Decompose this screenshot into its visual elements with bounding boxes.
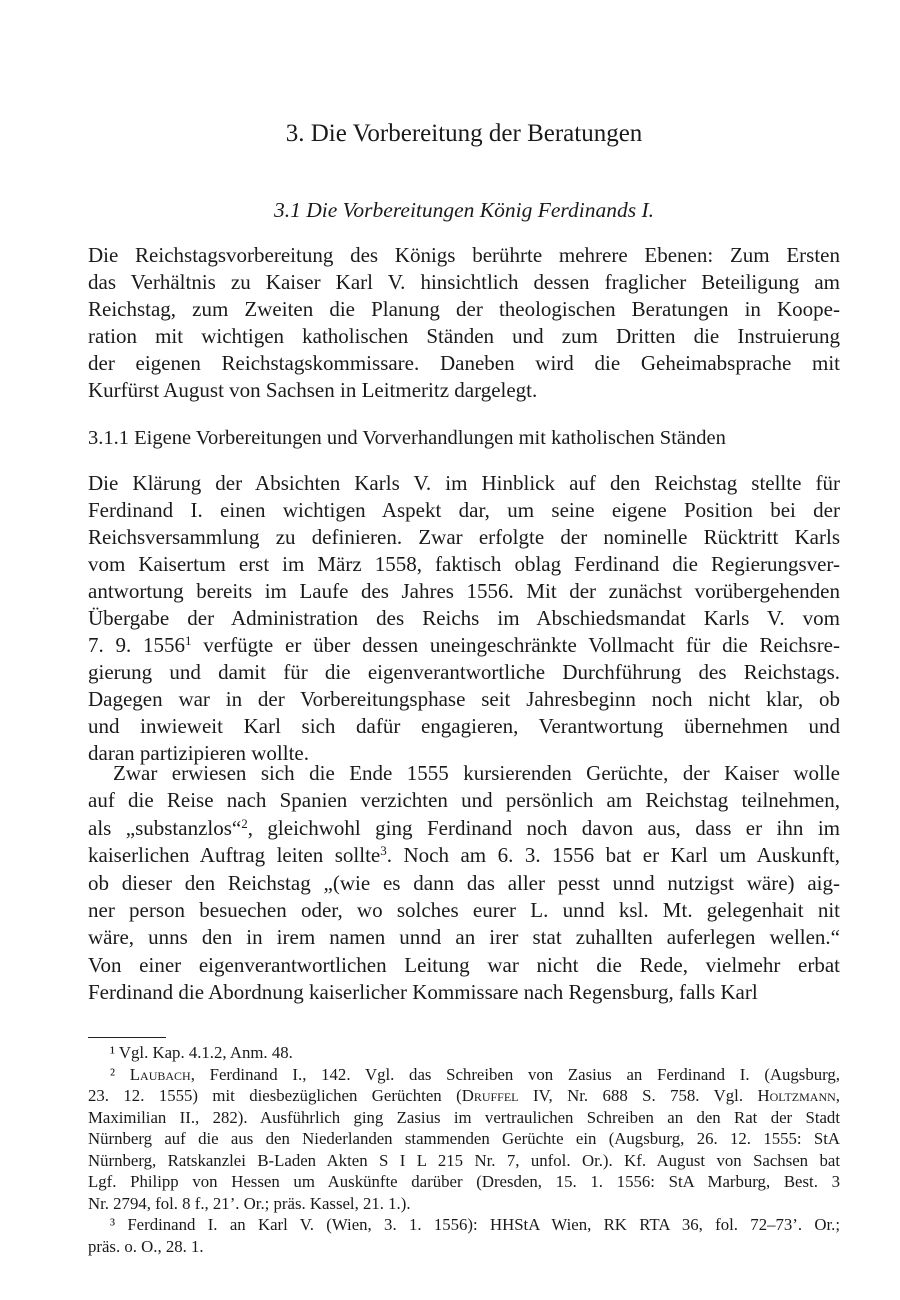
text-line: der eigenen Reichstagskommissare. Daneben wird die Geheimabsprache mit — [88, 351, 840, 375]
text-line: Zwar erwiesen sich die Ende 1555 kursierenden Gerüchte, der Kaiser wolle — [113, 761, 840, 785]
text-segment: ² — [110, 1064, 130, 1084]
text-line: präs. o. O., 28. 1. — [88, 1236, 204, 1256]
text-line: Übergabe der Administration des Reichs im Abschiedsmandat Karls V. vom — [88, 606, 840, 630]
text-segment: 23. 12. 1555) mit diesbezüglichen Gerüchten ( — [88, 1086, 462, 1105]
text-line: wäre, unns den in irem namen unnd an irer stat zuhallten auferlegen wellen.“ — [88, 925, 840, 950]
text-line: und inwieweit Karl sich dafür engagieren, Verantwortung übernehmen und — [88, 714, 840, 738]
text-line: das Verhältnis zu Kaiser Karl V. hinsichtlich dessen fraglicher Beteiligung am — [88, 270, 840, 294]
text-line: auf die Reise nach Spanien verzichten und persönlich am Reichstag teilnehmen, — [88, 788, 840, 813]
text-line: Von einer eigenverantwortlichen Leitung war nicht die Rede, vielmehr erbat — [88, 952, 840, 977]
text-line: ration mit wichtigen katholischen Ständen und zum Dritten die Instruierung — [88, 324, 840, 348]
text-line: Nürnberg auf die aus den Niederlanden stammenden Gerüchte ein (Augsburg, 26. 12. 1555: StA — [88, 1129, 840, 1148]
text-line: Die Klärung der Absichten Karls V. im Hinblick auf den Reichstag stellte für — [88, 471, 840, 495]
author-name: Laubach — [129, 1064, 191, 1084]
text-line: Reichsversammlung zu definieren. Zwar erfolgte der nominelle Rücktritt Karls — [88, 525, 840, 549]
text-segment: , Ferdinand I., 142. Vgl. das Schreiben von Zasius an Ferdinand I. (Augsburg, — [190, 1064, 840, 1084]
footnote-marker: 3 — [380, 843, 387, 859]
text-line — [88, 632, 840, 659]
text-line: Kurfürst August von Sachsen in Leitmeritz dargelegt. — [88, 378, 538, 402]
chapter-title: 3. Die Vorbereitung der Beratungen — [285, 120, 643, 147]
text-line: Die Reichstagsvorbereitung des Königs berührte mehrere Ebenen: Zum Ersten — [88, 243, 840, 267]
text-line: ³ Ferdinand I. an Karl V. (Wien, 3. 1. 1556): HHStA Wien, RK RTA 36, fol. 72–73’. Or.; — [110, 1215, 840, 1234]
text-segment: als „substanzlos“ — [88, 815, 242, 840]
text-line — [110, 1064, 840, 1086]
text-line: Lgf. Philipp von Hessen um Auskünfte darüber (Dresden, 15. 1. 1556: StA Marburg, Best. 3 — [88, 1172, 840, 1191]
text-line — [88, 815, 840, 842]
footnote-marker: 2 — [241, 815, 248, 831]
text-line: Nürnberg, Ratskanzlei B-Laden Akten S I L 215 Nr. 7, unfol. Or.). Kf. August von Sachsen bat — [88, 1150, 840, 1170]
text-segment: . Noch am 6. 3. 1556 bat er Karl um Auskunft, — [386, 843, 840, 868]
text-line: Nr. 2794, fol. 8 f., 21’. Or.; präs. Kassel, 21. 1.). — [88, 1193, 411, 1213]
text-segment: , — [835, 1086, 840, 1105]
text-line: ner person besuechen oder, wo solches eurer L. unnd ksl. Mt. gelegenhait nit — [88, 898, 840, 922]
text-line — [88, 842, 840, 869]
text-segment: IV, Nr. 688 S. 758. Vgl. — [518, 1086, 758, 1105]
text-line: Maximilian II., 282). Ausführlich ging Zasius im vertraulichen Schreiben an den Rat der Stadt — [88, 1107, 840, 1127]
text-line: Ferdinand I. einen wichtigen Aspekt dar, um seine eigene Position bei der — [88, 498, 840, 522]
text-line: gierung und damit für die eigenverantwortliche Durchführung des Reichstags. — [88, 660, 840, 684]
text-segment: kaiserlichen Auftrag leiten sollte — [88, 843, 381, 868]
author-name: Druffel — [461, 1086, 519, 1105]
footnote-separator — [88, 1037, 166, 1038]
text-line: daran partizipieren wollte. — [88, 741, 309, 765]
author-name: Holtzmann — [757, 1086, 836, 1105]
text-line: Reichstag, zum Zweiten die Planung der theologischen Beratungen in Koope- — [88, 297, 840, 321]
text-line: ¹ Vgl. Kap. 4.1.2, Anm. 48. — [110, 1043, 293, 1062]
text-line: Ferdinand die Abordnung kaiserlicher Kommissare nach Regensburg, falls Karl — [88, 980, 758, 1005]
text-line: antwortung bereits im Laufe des Jahres 1556. Mit der zunächst vorübergehenden — [88, 579, 840, 603]
text-line: ob dieser den Reichstag „(wie es dann das aller pesst unnd nutzigst wäre) aig- — [88, 870, 840, 895]
text-segment: , gleichwohl ging Ferdinand noch davon aus, dass er ihn im — [247, 815, 840, 840]
subsection-title: 3.1.1 Eigene Vorbereitungen und Vorverhandlungen mit katholischen Ständen — [88, 427, 726, 449]
text-segment: 7. 9. 1556 — [88, 633, 186, 657]
text-line — [88, 1085, 840, 1107]
text-line: vom Kaisertum erst im März 1558, faktisch oblag Ferdinand die Regierungsver- — [88, 552, 840, 576]
footnote-marker: 1 — [185, 632, 192, 648]
section-title: 3.1 Die Vorbereitungen König Ferdinands I. — [274, 198, 654, 222]
text-segment: verfügte er über dessen uneingeschränkte Vollmacht für die Reichsre- — [191, 633, 840, 657]
text-line: Dagegen war in der Vorbereitungsphase seit Jahresbeginn noch nicht klar, ob — [88, 687, 840, 711]
